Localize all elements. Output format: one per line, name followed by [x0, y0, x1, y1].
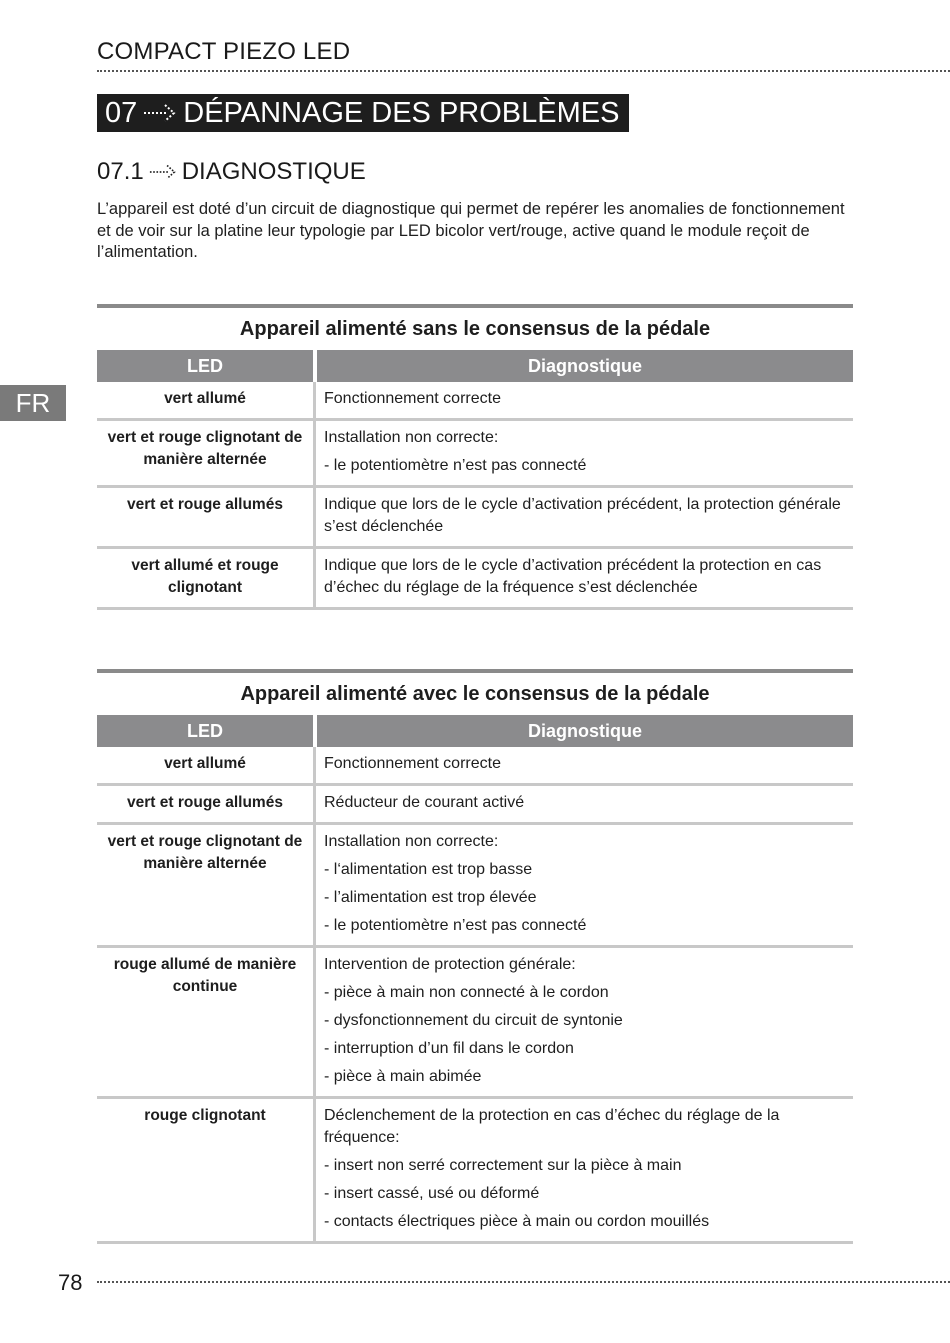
- diagnostic-text: Indique que lors de le cycle d’activation précédent, la protection générale s’est déclenchée: [324, 496, 841, 535]
- table-row: [97, 948, 853, 1099]
- diagnostic-item: - contacts électriques pièce à main ou cordon mouillés: [324, 1213, 710, 1230]
- table-header-row: [97, 715, 853, 747]
- language-tab: FR: [0, 385, 66, 421]
- subsection-number: 07.1: [97, 158, 144, 185]
- column-header-diagnostique: Diagnostique: [317, 715, 853, 747]
- footer-dotted-rule: [97, 1281, 950, 1283]
- section-title: DÉPANNAGE DES PROBLÈMES: [183, 96, 620, 129]
- diagnostic-item: - insert non serré correctement sur la pièce à main: [324, 1157, 682, 1174]
- diagnostic-item: - pièce à main non connecté à le cordon: [324, 984, 609, 1001]
- diagnostic-cell: [316, 747, 853, 783]
- header-dotted-rule: [97, 70, 950, 72]
- diagnostic-text: Fonctionnement correcte: [324, 755, 501, 772]
- table-row: [97, 1099, 853, 1244]
- diagnostic-text: Fonctionnement correcte: [324, 390, 501, 407]
- led-state-cell: vert et rouge allumés: [127, 496, 283, 513]
- diagnostic-cell: [316, 488, 853, 546]
- diagnostic-item: - insert cassé, usé ou déformé: [324, 1185, 540, 1202]
- table-row: [97, 786, 853, 825]
- table-caption: Appareil alimenté avec le consensus de la pédale: [240, 683, 710, 705]
- diagnostic-text: Installation non correcte:: [324, 833, 499, 850]
- dotted-arrow-icon: [148, 163, 178, 181]
- diagnostic-table-with-pedal: [97, 669, 853, 1244]
- diagnostic-cell: [316, 549, 853, 607]
- diagnostic-item: - l‘alimentation est trop basse: [324, 861, 533, 878]
- diagnostic-item: - interruption d’un fil dans le cordon: [324, 1040, 574, 1057]
- table-row: [97, 825, 853, 948]
- intro-paragraph: L’appareil est doté d’un circuit de diagnostique qui permet de repérer les anomalies de fonctionnement et de voir sur la platine leur typologie par LED bicolor vert/rouge, active quand le module reçoit de l’alimentation.: [97, 200, 845, 261]
- diagnostic-cell: [316, 421, 853, 485]
- diagnostic-item: - dysfonctionnement du circuit de syntonie: [324, 1012, 623, 1029]
- table-row: [97, 747, 853, 786]
- led-state-cell: vert et rouge allumés: [127, 794, 283, 811]
- led-state-cell: vert allumé: [164, 755, 246, 772]
- section-heading: [97, 94, 629, 132]
- led-state-cell: vert allumé: [164, 390, 246, 407]
- diagnostic-item: - pièce à main abimée: [324, 1068, 482, 1085]
- diagnostic-cell: [316, 382, 853, 418]
- table-header-row: [97, 350, 853, 382]
- table-row: [97, 421, 853, 488]
- column-header-led: LED: [97, 715, 313, 747]
- led-state-cell: rouge allumé de manière continue: [113, 956, 297, 995]
- subsection-title: DIAGNOSTIQUE: [181, 158, 366, 185]
- table-caption: Appareil alimenté sans le consensus de la pédale: [239, 318, 711, 340]
- diagnostic-text: Indique que lors de le cycle d’activation précédent la protection en cas d’échec du réglage de la fréquence s’est déclenchée: [324, 557, 822, 596]
- diagnostic-item: - le potentiomètre n’est pas connecté: [324, 457, 587, 474]
- diagnostic-cell: [316, 948, 853, 1096]
- diagnostic-cell: [316, 1099, 853, 1241]
- diagnostic-cell: [316, 786, 853, 822]
- column-header-led: LED: [97, 350, 313, 382]
- led-state-cell: vert et rouge clignotant de manière alternée: [107, 429, 303, 468]
- column-header-diagnostique: Diagnostique: [317, 350, 853, 382]
- diagnostic-text: Réducteur de courant activé: [324, 794, 525, 811]
- dotted-arrow-icon: [143, 102, 177, 124]
- table-row: [97, 549, 853, 610]
- table-row: [97, 488, 853, 549]
- diagnostic-text: Installation non correcte:: [324, 429, 499, 446]
- diagnostic-table-without-pedal: [97, 304, 853, 610]
- page-number: 78: [58, 1270, 83, 1295]
- diagnostic-text: Déclenchement de la protection en cas d’échec du réglage de la fréquence:: [324, 1107, 780, 1146]
- table-row: [97, 382, 853, 421]
- subsection-heading: [97, 158, 366, 186]
- led-state-cell: rouge clignotant: [144, 1107, 266, 1124]
- diagnostic-item: - l’alimentation est trop élevée: [324, 889, 537, 906]
- diagnostic-text: Intervention de protection générale:: [324, 956, 576, 973]
- diagnostic-cell: [316, 825, 853, 945]
- document-title: COMPACT PIEZO LED: [97, 38, 351, 65]
- section-number: 07: [105, 96, 138, 129]
- led-state-cell: vert et rouge clignotant de manière alternée: [107, 833, 303, 872]
- diagnostic-item: - le potentiomètre n’est pas connecté: [324, 917, 587, 934]
- led-state-cell: vert allumé et rouge clignotant: [131, 557, 279, 596]
